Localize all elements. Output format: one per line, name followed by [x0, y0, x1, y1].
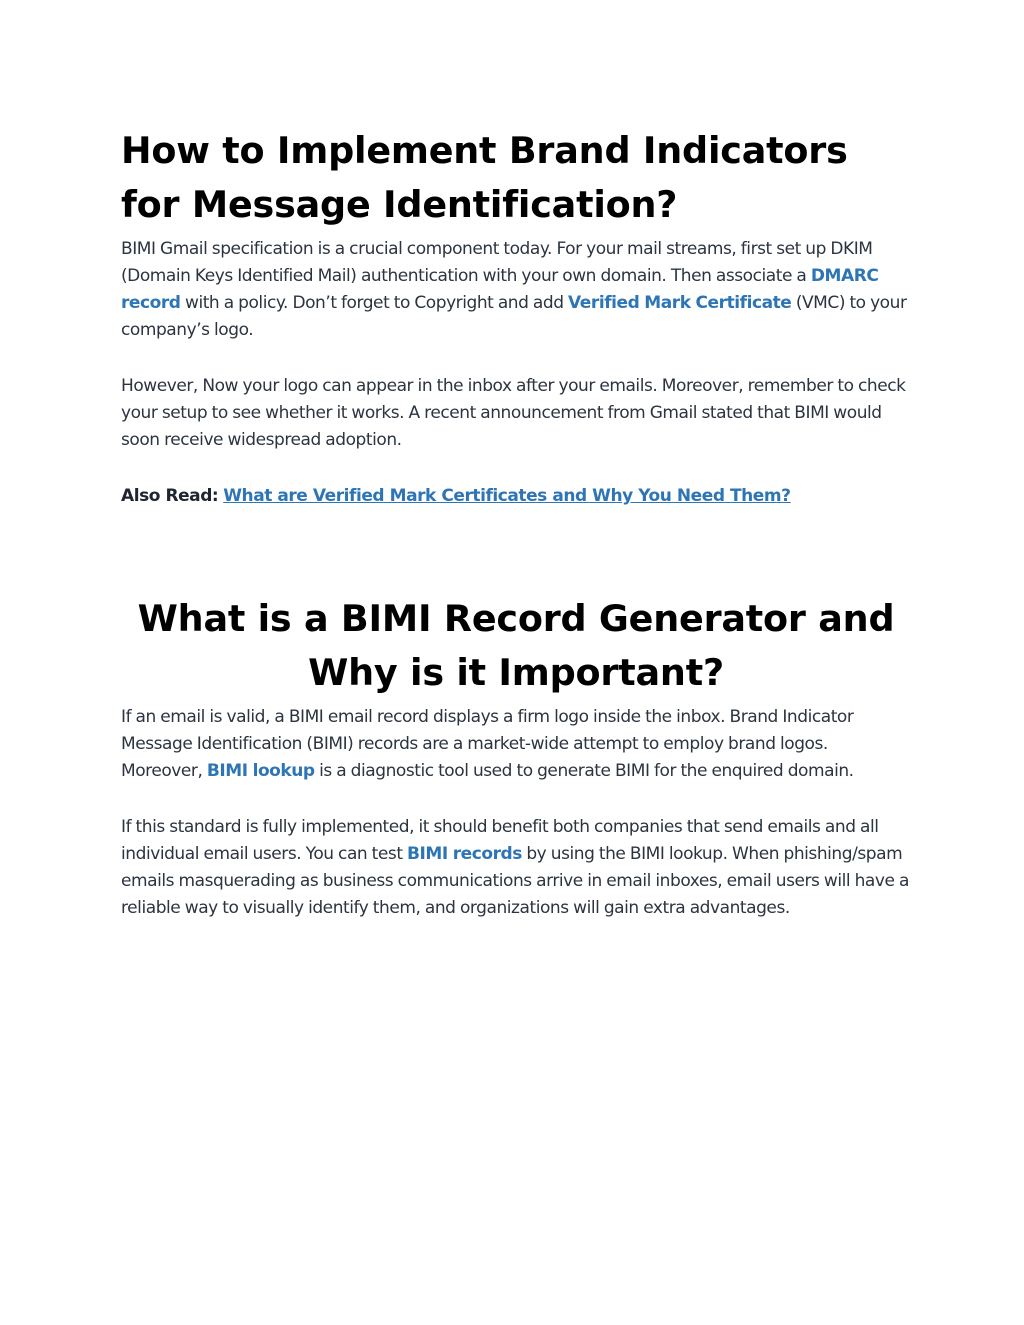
bimi-records-link[interactable]: BIMI records [407, 844, 522, 864]
paragraph-logo-inbox: However, Now your logo can appear in the inbox after your emails. Moreover, remember to check your setup to see whether it works. A recent announcement from Gmail stated that BIMI would soon receive widespread adoption. [121, 376, 906, 450]
paragraph-text: (VMC) to your company’s logo. [121, 293, 907, 340]
section-heading-bimi-record-generator: What is a BIMI Record Generator and Why is it Important? [137, 597, 895, 694]
also-read-label: Also Read: [121, 486, 219, 506]
paragraph-text: with a policy. Don’t forget to Copyright and add [180, 293, 569, 313]
paragraph-text: BIMI Gmail specification is a crucial component today. For your mail streams, first set up DKIM (Domain Keys Identified Mail) authentication with your own domain. Then associate a [121, 239, 873, 286]
verified-mark-certificate-link[interactable]: Verified Mark Certificate [568, 293, 792, 313]
paragraph-text: If an email is valid, a BIMI email record displays a firm logo inside the inbox. Brand Indicator Message Identification (BIMI) records are a market-wide attempt to employ brand logos. Moreover, [121, 707, 854, 781]
paragraph-text: If this standard is fully implemented, it should benefit both companies that send emails and all individual email users. You can test [121, 817, 879, 864]
bimi-lookup-link[interactable]: BIMI lookup [206, 761, 315, 781]
also-read-line [121, 483, 911, 510]
paragraph-text: by using the BIMI lookup. When phishing/spam emails masquerading as business communications arrive in email inboxes, email users will have a reliable way to visually identify them, and organizations will gain extra advantages. [121, 844, 909, 918]
dmarc-record-link[interactable]: DMARC record [121, 266, 879, 313]
paragraph-text: is a diagnostic tool used to generate BIMI for the enquired domain. [314, 761, 854, 781]
paragraph-bimi-email-record [121, 704, 911, 785]
section-heading-brand-indicators: How to Implement Brand Indicators for Message Identification? [121, 129, 848, 226]
also-read-link[interactable]: What are Verified Mark Certificates and Why You Need Them? [223, 486, 791, 506]
document-page [121, 124, 911, 922]
paragraph-standard-benefits [121, 814, 911, 922]
paragraph-bimi-gmail [121, 236, 911, 344]
